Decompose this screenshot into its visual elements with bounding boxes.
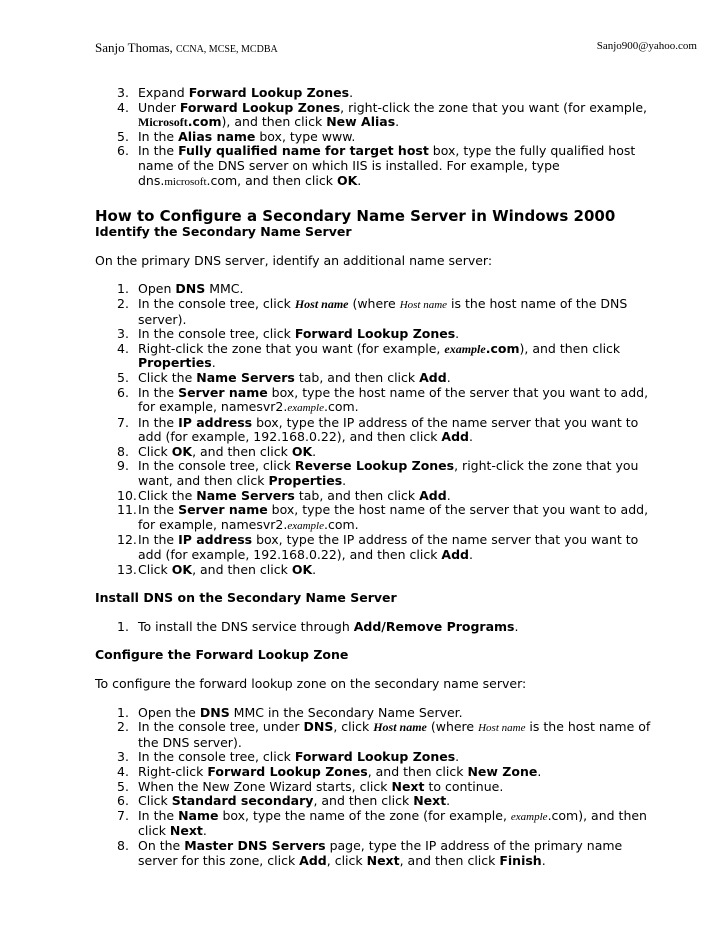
list-item-text: , and then click [192,443,292,459]
list-item-text: MMC. [205,281,244,297]
list-item-text: Finish [499,852,542,868]
list-item-text: OK [171,443,193,459]
list-item-text: .com. [324,399,359,415]
list-item-number: 6. [117,793,129,809]
steps-list-identify-secondary [95,282,665,577]
list-item-text: In the [138,807,179,823]
list-item-text: microsoft [164,175,207,188]
list-item-text: Right-click the zone that you want (for example, [138,340,445,356]
list-item [95,503,665,533]
list-item-text: .com. [324,516,359,532]
list-item-text: Forward Lookup Zones [179,99,341,115]
list-item-text: . [349,85,354,100]
header-email: Sanjo900@yahoo.com [596,40,697,52]
list-item-text: (where [348,295,400,311]
list-item-text: In the [138,532,179,548]
list-item-text: .com [187,114,222,130]
list-item-text: Expand [138,85,189,100]
list-item-text: , and then click [192,561,292,577]
list-item-text: Reverse Lookup Zones [294,458,455,474]
list-item-text: is the host name of the DNS server). [138,295,628,327]
list-item [95,86,665,101]
list-item-text: , right-click the zone that you want (for example, [340,99,647,115]
list-item-number: 2. [117,295,129,311]
list-item-text: IP address [178,532,253,548]
list-item-text: . [446,793,451,809]
list-item-text: Add [419,487,447,503]
list-item-text: In the console tree, click [138,749,295,765]
list-item-text: Alias name [178,128,256,144]
list-item-text: In the console tree, click [138,458,295,474]
list-item-number: 3. [117,326,129,342]
list-item-text: Open the [138,704,200,720]
list-item [95,130,665,145]
list-item-text: Add [441,429,469,445]
list-item-number: 6. [117,384,129,400]
list-item-text: On the [138,837,185,853]
list-item-text: OK [336,172,358,188]
list-item-text: Forward Lookup Zones [207,763,368,779]
page-header [95,40,697,58]
list-item-text: Server name [178,502,268,518]
list-item [95,750,665,765]
list-item [95,371,665,386]
list-item-text: , right-click the zone that you want, and then click [138,458,639,489]
list-item [95,282,665,297]
subsection-heading: Identify the Secondary Name Server [95,224,352,240]
intro-paragraph: To configure the forward lookup zone on the secondary name server: [95,676,527,691]
list-item-text: To install the DNS service through [138,618,354,634]
list-item-text: Host name [399,298,448,311]
list-item-number: 4. [117,340,129,356]
list-item-text: box, type the fully qualified host name of the DNS server on which IIS is installed. For example, type dns. [138,143,636,188]
list-item-number: 5. [117,778,129,794]
list-item-number: 12. [117,532,137,548]
list-item-text: box, type the IP address of the name server that you want to add (for example, 192.168.0.22), and then click [138,414,639,445]
list-item [95,620,665,635]
list-item [95,445,665,460]
list-item-text: to continue. [424,778,504,794]
list-item-text: OK [291,561,313,577]
list-item-text: Server name [178,384,268,400]
list-item-text: In the console tree, click [138,326,295,342]
list-item-number: 1. [117,704,129,720]
list-item-text: Click [138,561,172,577]
list-item-text: . [395,114,400,130]
list-item-text: In the [138,384,179,400]
list-item-text: Click the [138,487,197,503]
list-item [95,101,665,130]
list-item [95,144,665,189]
list-item-text: DNS [175,281,206,297]
list-item-text: In the [138,128,179,144]
list-item-text: example [287,402,324,415]
list-item-number: 7. [117,807,129,823]
list-item-text: In the [138,502,179,518]
list-item-text: tab, and then click [294,487,420,503]
list-item [95,459,665,488]
subsection-heading: Install DNS on the Secondary Name Server [95,590,397,606]
list-item [95,706,665,721]
list-item-text: , and then click [313,793,414,809]
list-item-text: New Zone [467,763,538,779]
list-item-text: . [514,618,519,634]
list-item-text: box, type www. [255,128,356,144]
list-item [95,720,665,750]
list-item-text: . [202,823,207,839]
list-item [95,563,665,578]
list-item-text: , and then click [399,852,500,868]
list-item [95,489,665,504]
list-item-number: 3. [117,85,129,100]
list-item-text: page, type the IP address of the primary name server for this zone, click [138,837,623,868]
intro-paragraph: On the primary DNS server, identify an additional name server: [95,252,493,268]
list-item-text: . [211,355,216,371]
list-item-number: 13. [117,561,137,577]
header-author: Sanjo Thomas, [95,40,173,55]
list-item-text: Properties [138,355,212,371]
list-item-number: 3. [117,749,129,765]
list-item-text: Forward Lookup Zones [294,326,456,342]
list-item-text: example [444,341,486,356]
list-item [95,794,665,809]
list-item-text: . [342,473,347,489]
list-item-text: . [455,326,460,342]
list-item-text: Name Servers [196,487,295,503]
list-item-text: Master DNS Servers [184,837,326,853]
list-item-text: box, type the host name of the server that you want to add, for example, namesvr2. [138,502,649,532]
list-item-text: . [541,852,546,868]
list-item-number: 2. [117,719,129,735]
list-item [95,342,665,371]
list-item [95,533,665,562]
list-item-text: (where [426,719,479,735]
document-body [95,86,665,868]
list-item-text: is the host name of the DNS server). [138,719,651,750]
list-item-text: tab, and then click [294,369,420,385]
steps-list-forward-zone [95,706,665,869]
list-item-text: Open [138,281,176,297]
list-item-text: OK [171,561,193,577]
list-item-text: Host name [294,296,349,311]
list-item-text: Next [413,793,447,809]
list-item-text: Add [441,547,469,563]
list-item-text: MMC in the Secondary Name Server. [229,704,463,720]
list-item-text: Name Servers [196,369,295,385]
list-item [95,297,665,327]
list-item-text: Next [169,823,203,839]
list-item-text: Forward Lookup Zones [188,85,350,100]
list-item-text: ), and then click [221,114,327,130]
list-item-number: 7. [117,414,129,430]
list-item-text: Under [138,99,180,115]
list-item-text: DNS [199,704,230,720]
list-item-text: Click [138,793,172,809]
list-item [95,839,665,868]
list-item-text: Fully qualified name for target host [178,143,429,159]
list-item-text: , and then click [367,763,468,779]
subsection-heading: Configure the Forward Lookup Zone [95,647,349,663]
list-item-text: ), and then click [519,340,621,356]
list-item-text: Click [138,443,172,459]
list-item [95,765,665,780]
list-item [95,327,665,342]
list-item-text: Microsoft [138,115,188,130]
list-item-text: .com, and then click [206,172,337,188]
list-item-text: . [446,487,451,503]
list-item-text: IP address [178,414,253,430]
list-item-text: Next [366,852,400,868]
list-item [95,386,665,416]
list-item-text: OK [291,443,313,459]
list-item-text: . [469,429,473,445]
list-item-number: 8. [117,443,129,459]
list-item-text: Properties [268,473,343,489]
list-item-text: box, type the name of the zone (for example, [218,807,511,823]
list-item [95,416,665,445]
list-item-text: . [469,547,473,563]
list-item-text: . [446,369,451,385]
list-item-text: Add [299,852,327,868]
list-item-number: 4. [117,763,129,779]
list-item-text: . [312,443,317,459]
list-item-text: box, type the IP address of the name server that you want to add (for example, 192.168.0.22), and then click [138,532,639,563]
list-item-text: Forward Lookup Zones [294,749,456,765]
list-item-number: 1. [117,281,129,297]
list-item-number: 6. [117,143,129,159]
list-item-number: 10. [117,487,137,503]
list-item-text: Add [419,369,447,385]
list-item-number: 5. [117,128,129,144]
list-item-text: In the [138,143,179,159]
list-item-number: 1. [117,618,129,634]
list-item-text: When the New Zone Wizard starts, click [138,778,392,794]
list-item-text: Add/Remove Programs [353,618,515,634]
list-item-text: , click [333,719,374,735]
list-item-text: .com), and then click [138,807,647,839]
section-heading: How to Configure a Secondary Name Server in Windows 2000 [95,207,616,226]
list-item-text: . [455,749,460,765]
list-item-text: box, type the host name of the server that you want to add, for example, namesvr2. [138,384,649,415]
list-item-text: Host name [478,722,526,735]
steps-list-install-dns [95,620,665,635]
list-item-text: example [510,810,548,823]
list-item-text: Standard secondary [171,793,314,809]
header-author-block [95,40,278,56]
steps-list-alias [95,86,665,189]
list-item-number: 9. [117,458,129,474]
list-item [95,780,665,795]
list-item-text: . [312,561,317,577]
list-item-text: In the console tree, under [138,719,304,735]
list-item-text: In the [138,414,179,430]
list-item-number: 11. [117,502,137,518]
list-item-number: 4. [117,99,129,115]
list-item-text: Next [391,778,425,794]
list-item-number: 5. [117,369,129,385]
list-item-text: Click the [138,369,197,385]
list-item-number: 8. [117,837,129,853]
list-item-text: . [357,172,362,188]
list-item-text: Host name [373,720,427,735]
list-item-text: example [287,519,324,532]
list-item-text: , click [326,852,367,868]
list-item [95,809,665,839]
list-item-text: . [537,763,542,779]
list-item-text: Name [178,807,219,823]
list-item-text: New Alias [326,114,396,130]
list-item-text: DNS [303,719,334,735]
list-item-text: .com [485,340,520,356]
list-item-text: Right-click [138,763,208,779]
list-item-text: In the console tree, click [138,295,295,311]
header-qualifications: CCNA, MCSE, MCDBA [176,44,278,55]
